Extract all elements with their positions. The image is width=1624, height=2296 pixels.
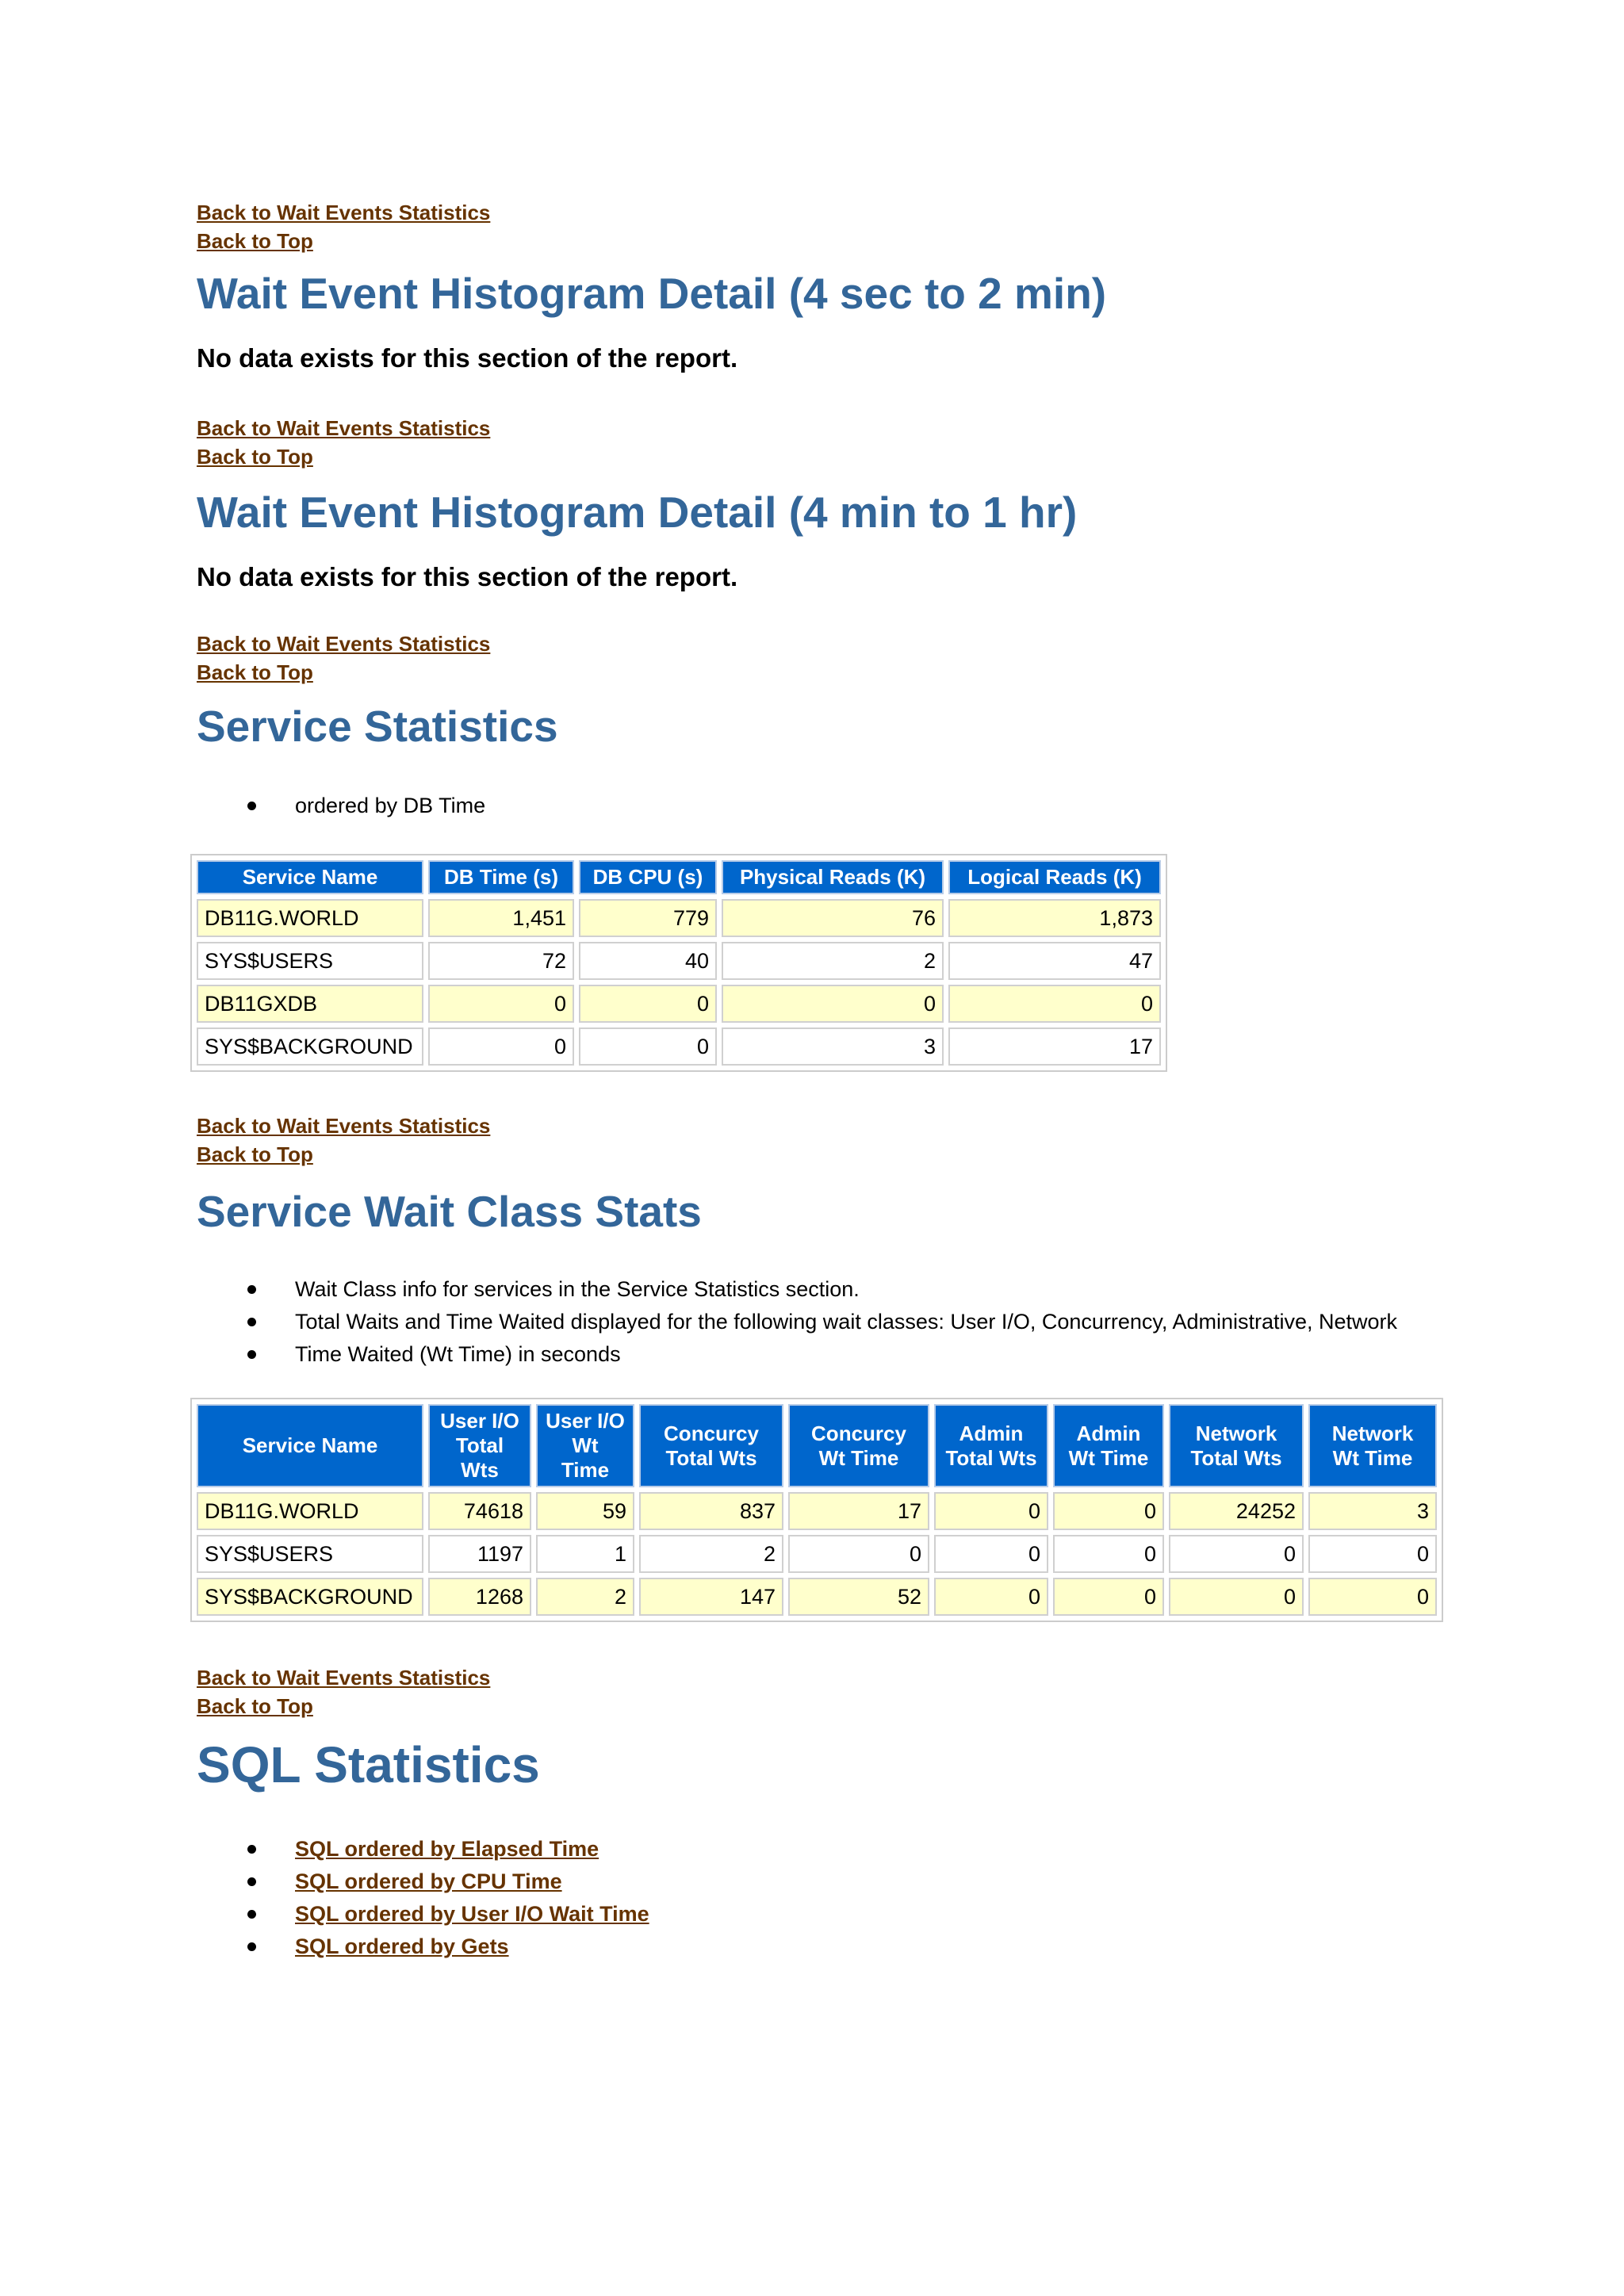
table-cell: 0 bbox=[1169, 1578, 1304, 1616]
logical-reads-cell: 0 bbox=[948, 985, 1161, 1023]
nav-links bbox=[197, 414, 1465, 471]
list-item: ordered by DB Time bbox=[197, 790, 1465, 822]
service-name-cell: SYS$USERS bbox=[197, 942, 423, 980]
sql-cpu-time-link[interactable]: SQL ordered by CPU Time bbox=[295, 1869, 562, 1893]
back-to-wait-events-link[interactable]: Back to Wait Events Statistics bbox=[197, 632, 491, 656]
service-wait-class-table bbox=[190, 1398, 1443, 1622]
logical-reads-cell: 17 bbox=[948, 1027, 1161, 1066]
physical-reads-cell: 76 bbox=[722, 899, 944, 937]
list-item: Total Waits and Time Waited displayed for the following wait classes: User I/O, Concurrency, Administrative, Network bbox=[197, 1306, 1465, 1338]
section-title-service-statistics: Service Statistics bbox=[197, 702, 558, 751]
nav-links bbox=[197, 629, 1465, 687]
table-cell: 3 bbox=[1308, 1492, 1437, 1530]
list-item bbox=[197, 1898, 1465, 1931]
service-name-cell: DB11G.WORLD bbox=[197, 899, 423, 937]
table-row bbox=[197, 899, 1161, 937]
back-to-top-link[interactable]: Back to Top bbox=[197, 1142, 313, 1166]
table-cell: 2 bbox=[639, 1535, 783, 1573]
column-header: Network Total Wts bbox=[1169, 1404, 1304, 1487]
table-row bbox=[197, 1535, 1437, 1573]
service-name-cell: SYS$BACKGROUND bbox=[197, 1027, 423, 1066]
table-cell: 0 bbox=[1053, 1578, 1164, 1616]
table-cell: 0 bbox=[1308, 1535, 1437, 1573]
db-cpu-cell: 0 bbox=[579, 1027, 717, 1066]
back-to-wait-events-link[interactable]: Back to Wait Events Statistics bbox=[197, 416, 491, 440]
physical-reads-cell: 0 bbox=[722, 985, 944, 1023]
column-header: User I/O Wt Time bbox=[536, 1404, 634, 1487]
table-row bbox=[197, 1027, 1161, 1066]
table-cell: 74618 bbox=[428, 1492, 531, 1530]
section-title-histogram-4m: Wait Event Histogram Detail (4 min to 1 hr) bbox=[197, 488, 1078, 537]
nav-links bbox=[197, 1112, 1465, 1169]
table-cell: 147 bbox=[639, 1578, 783, 1616]
section-title-service-wait-class: Service Wait Class Stats bbox=[197, 1187, 702, 1236]
service-wait-notes bbox=[197, 1273, 1465, 1371]
db-cpu-cell: 0 bbox=[579, 985, 717, 1023]
column-header: Logical Reads (K) bbox=[948, 860, 1161, 894]
table-cell: 59 bbox=[536, 1492, 634, 1530]
list-item: Time Waited (Wt Time) in seconds bbox=[197, 1338, 1465, 1371]
table-row bbox=[197, 1492, 1437, 1530]
column-header: Service Name bbox=[197, 860, 423, 894]
physical-reads-cell: 3 bbox=[722, 1027, 944, 1066]
table-cell: 24252 bbox=[1169, 1492, 1304, 1530]
nav-links bbox=[197, 198, 1465, 255]
column-header: Concurcy Total Wts bbox=[639, 1404, 783, 1487]
service-name-cell: DB11GXDB bbox=[197, 985, 423, 1023]
list-item bbox=[197, 1866, 1465, 1898]
table-cell: 0 bbox=[788, 1535, 929, 1573]
back-to-wait-events-link[interactable]: Back to Wait Events Statistics bbox=[197, 1666, 491, 1689]
section-title-sql-statistics: SQL Statistics bbox=[197, 1736, 540, 1793]
back-to-top-link[interactable]: Back to Top bbox=[197, 445, 313, 469]
db-time-cell: 0 bbox=[428, 1027, 574, 1066]
table-cell: 0 bbox=[1053, 1492, 1164, 1530]
table-cell: 0 bbox=[934, 1578, 1048, 1616]
column-header: DB Time (s) bbox=[428, 860, 574, 894]
list-item: Wait Class info for services in the Service Statistics section. bbox=[197, 1273, 1465, 1306]
nav-links bbox=[197, 1663, 1465, 1720]
logical-reads-cell: 47 bbox=[948, 942, 1161, 980]
column-header: DB CPU (s) bbox=[579, 860, 717, 894]
sql-elapsed-time-link[interactable]: SQL ordered by Elapsed Time bbox=[295, 1837, 599, 1861]
list-item bbox=[197, 1833, 1465, 1866]
table-row bbox=[197, 942, 1161, 980]
no-data-message: No data exists for this section of the report. bbox=[197, 343, 738, 373]
back-to-wait-events-link[interactable]: Back to Wait Events Statistics bbox=[197, 1114, 491, 1138]
db-time-cell: 1,451 bbox=[428, 899, 574, 937]
logical-reads-cell: 1,873 bbox=[948, 899, 1161, 937]
column-header: Service Name bbox=[197, 1404, 423, 1487]
service-stats-notes bbox=[197, 790, 1465, 822]
physical-reads-cell: 2 bbox=[722, 942, 944, 980]
table-cell: 1268 bbox=[428, 1578, 531, 1616]
table-cell: 52 bbox=[788, 1578, 929, 1616]
table-row bbox=[197, 1578, 1437, 1616]
table-cell: 0 bbox=[934, 1535, 1048, 1573]
sql-gets-link[interactable]: SQL ordered by Gets bbox=[295, 1934, 509, 1958]
back-to-top-link[interactable]: Back to Top bbox=[197, 660, 313, 684]
service-name-cell: SYS$USERS bbox=[197, 1535, 423, 1573]
table-cell: 17 bbox=[788, 1492, 929, 1530]
column-header: User I/O Total Wts bbox=[428, 1404, 531, 1487]
no-data-message: No data exists for this section of the report. bbox=[197, 562, 738, 591]
column-header: Admin Wt Time bbox=[1053, 1404, 1164, 1487]
back-to-top-link[interactable]: Back to Top bbox=[197, 1694, 313, 1718]
back-to-wait-events-link[interactable]: Back to Wait Events Statistics bbox=[197, 201, 491, 224]
sql-user-io-wait-link[interactable]: SQL ordered by User I/O Wait Time bbox=[295, 1902, 649, 1926]
db-time-cell: 0 bbox=[428, 985, 574, 1023]
column-header: Admin Total Wts bbox=[934, 1404, 1048, 1487]
column-header: Concurcy Wt Time bbox=[788, 1404, 929, 1487]
table-cell: 0 bbox=[1308, 1578, 1437, 1616]
table-row bbox=[197, 985, 1161, 1023]
table-cell: 837 bbox=[639, 1492, 783, 1530]
table-cell: 0 bbox=[1053, 1535, 1164, 1573]
service-name-cell: SYS$BACKGROUND bbox=[197, 1578, 423, 1616]
list-item bbox=[197, 1931, 1465, 1963]
db-cpu-cell: 779 bbox=[579, 899, 717, 937]
column-header: Network Wt Time bbox=[1308, 1404, 1437, 1487]
column-header: Physical Reads (K) bbox=[722, 860, 944, 894]
service-statistics-table bbox=[190, 854, 1167, 1072]
table-cell: 0 bbox=[934, 1492, 1048, 1530]
report-page bbox=[197, 198, 1465, 1963]
sql-statistics-links bbox=[197, 1833, 1465, 1963]
db-time-cell: 72 bbox=[428, 942, 574, 980]
service-name-cell: DB11G.WORLD bbox=[197, 1492, 423, 1530]
table-cell: 0 bbox=[1169, 1535, 1304, 1573]
section-title-histogram-4s: Wait Event Histogram Detail (4 sec to 2 min) bbox=[197, 269, 1107, 318]
table-cell: 1197 bbox=[428, 1535, 531, 1573]
back-to-top-link[interactable]: Back to Top bbox=[197, 229, 313, 253]
db-cpu-cell: 40 bbox=[579, 942, 717, 980]
table-cell: 2 bbox=[536, 1578, 634, 1616]
table-cell: 1 bbox=[536, 1535, 634, 1573]
